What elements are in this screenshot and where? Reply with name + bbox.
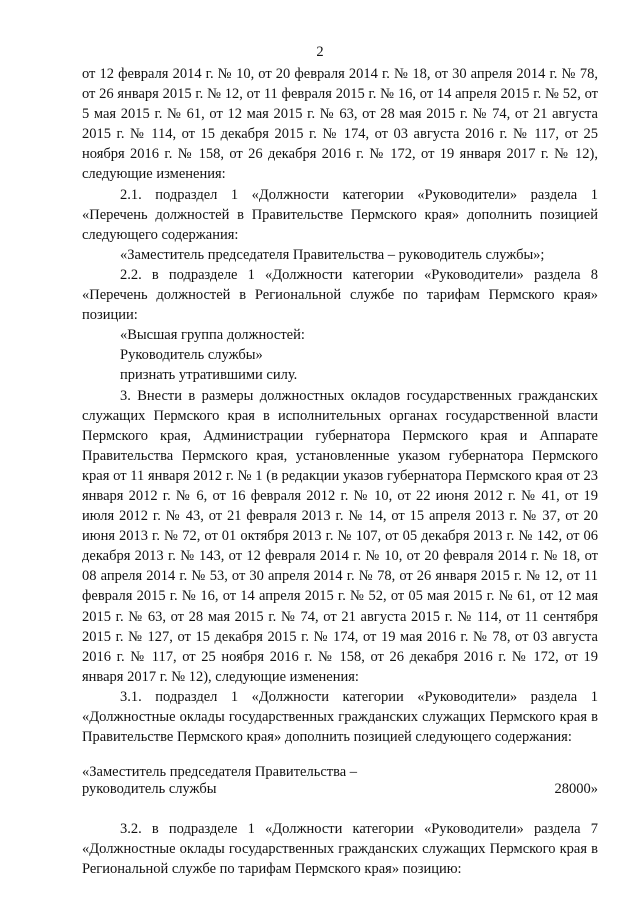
quoted-highest-group: «Высшая группа должностей:: [120, 327, 305, 344]
paragraph-decree-list-continued: от 12 февраля 2014 г. № 10, от 20 февраля 2014 г. № 18, от 30 апреля 2014 г. № 78, от 26 января 2015 г. № 12, от 11 февраля 2015 г. № 16, от 14 апреля 2015 г. № 52, от 5 мая 2015 г. № 61, от 12 мая 2015 г. № 63, от 28 мая 2015 г. № 74, от 21 августа 2015 г. № 114, от 15 декабря 2015 г. № 174, от 03 августа 2016 г. № 117, от 25 ноября 2016 г. № 158, от 26 декабря 2016 г. № 172, от 19 января 2017 г. № 12), следующие изменения:: [82, 66, 598, 183]
salary-position-name: «Заместитель председателя Правительства – руководитель службы: [82, 764, 358, 798]
paragraph-2-2: 2.2. в подразделе 1 «Должности категории «Руководители» раздела 8 «Перечень должностей в Региональной службе по тарифам Пермского края» позиции:: [82, 266, 598, 324]
page-number: 2: [316, 44, 324, 60]
salary-table: [82, 764, 598, 798]
salary-amount: 28000»: [554, 781, 598, 798]
paragraph-3-2: 3.2. в подразделе 1 «Должности категории «Руководители» раздела 7 «Должностные оклады государственных гражданских служащих Пермского края в Региональной службе по тарифам Пермского края» позицию:: [82, 821, 598, 878]
quoted-service-head: Руководитель службы»: [120, 347, 263, 364]
quoted-position-deputy-chairman: «Заместитель председателя Правительства – руководитель службы»;: [120, 246, 545, 263]
paragraph-3-1: 3.1. подраздел 1 «Должности категории «Руководители» раздела 1 «Должностные оклады государственных гражданских служащих Пермского края в Правительстве Пермского края» дополнить позицией следующего содержания:: [82, 688, 598, 746]
declare-invalid-text: признать утратившими силу.: [120, 367, 298, 384]
salary-table-row: [82, 764, 598, 798]
paragraph-3: 3. Внести в размеры должностных окладов государственных гражданских служащих Пермского края в исполнительных органах государственной власти Пермского края, Администрации губернатора Пермского края и Аппарате Правительства Пермского края, установленные указом губернатора Пермского края от 11 января 2012 г. № 1 (в редакции указов губернатора Пермского края от 23 января 2012 г. № 6, от 16 февраля 2012 г. № 10, от 22 июня 2012 г. № 41, от 19 июля 2012 г. № 43, от 21 февраля 2013 г. № 14, от 15 апреля 2013 г. № 37, от 20 июня 2013 г. № 72, от 01 октября 2013 г. № 107, от 05 декабря 2013 г. № 142, от 06 декабря 2013 г. № 143, от 12 февраля 2014 г. № 10, от 20 февраля 2014 г. № 18, от 08 апреля 2014 г. № 53, от 30 апреля 2014 г. № 78, от 26 января 2015 г. № 12, от 11 февраля 2015 г. № 16, от 14 апреля 2015 г. № 52, от 05 мая 2015 г. № 61, от 12 мая 2015 г. № 63, от 28 мая 2015 г. № 74, от 21 августа 2015 г. № 114, от 11 сентября 2015 г. № 127, от 15 декабря 2015 г. № 174, от 19 мая 2016 г. № 78, от 03 августа 2016 г. № 117, от 25 ноября 2016 г. № 158, от 26 декабря 2016 г. № 172, от 19 января 2017 г. № 12), следующие изменения:: [82, 387, 598, 685]
document-body: [82, 64, 598, 879]
paragraph-2-1: 2.1. подраздел 1 «Должности категории «Руководители» раздела 1 «Перечень должностей в Правительстве Пермского края» дополнить позицией следующего содержания:: [82, 186, 598, 243]
